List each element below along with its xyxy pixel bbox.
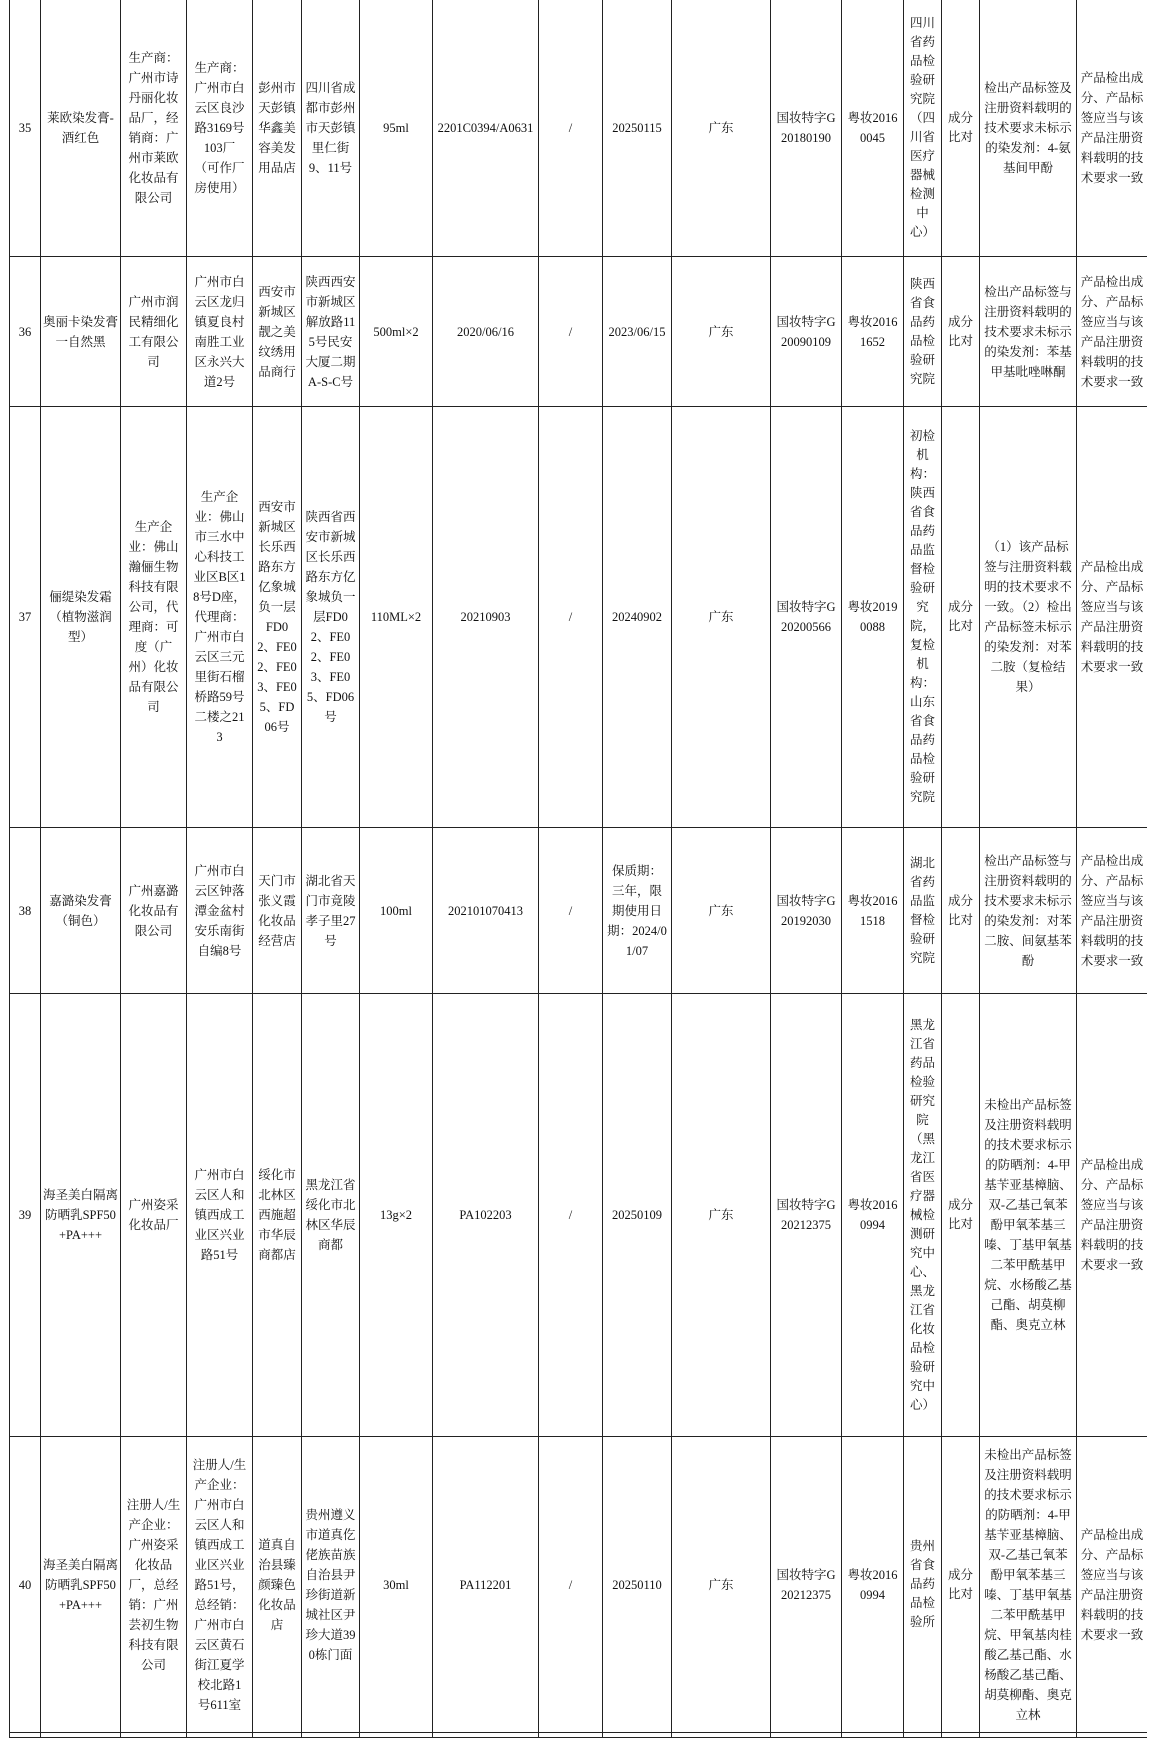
- cell-inspection-item: 成分比对: [942, 0, 980, 257]
- cell-empty: [980, 1733, 1077, 1738]
- cell-special-license: 国妆特字G20192030: [771, 828, 842, 994]
- cell-result: 检出产品标签与注册资料载明的技术要求未标示的染发剂：苯基甲基吡唑啉酮: [980, 257, 1077, 407]
- cell-manufacturer: 广州嘉潞化妆品有限公司: [121, 828, 187, 994]
- cell-disposal: 产品检出成分、产品标签应当与该产品注册资料载明的技术要求一致: [1077, 1437, 1148, 1733]
- cell-manufacturer-address: 广州市白云区人和镇西成工业区兴业路51号: [187, 994, 253, 1437]
- cell-sampled-unit-address: 陕西西安市新城区解放路115号民安大厦二期A-S-C号: [302, 257, 360, 407]
- cell-expiry: 2023/06/15: [603, 257, 672, 407]
- cell-index: 37: [10, 407, 41, 828]
- cell-expiry: 20240902: [603, 407, 672, 828]
- cell-sampled-unit-address: 陕西省西安市新城区长乐西路东方亿象城负一层FD02、FE02、FE03、FE05、FD06号: [302, 407, 360, 828]
- cell-inspection-item: 成分比对: [942, 828, 980, 994]
- cell-product-name: 海圣美白隔离防晒乳SPF50+PA+++: [41, 1437, 121, 1733]
- table-row: [10, 0, 1148, 257]
- cell-production-license: 粤妆20190088: [842, 407, 904, 828]
- cell-batch: 20210903: [433, 407, 539, 828]
- cell-disposal: 产品检出成分、产品标签应当与该产品注册资料载明的技术要求一致: [1077, 828, 1148, 994]
- cell-sampled-unit-address: 黑龙江省绥化市北林区华辰商都: [302, 994, 360, 1437]
- cell-empty: [672, 1733, 771, 1738]
- cell-expiry: 20250115: [603, 0, 672, 257]
- cell-special-license: 国妆特字G20090109: [771, 257, 842, 407]
- table-row: [10, 994, 1148, 1437]
- cell-product-name: 奥丽卡染发膏一自然黑: [41, 257, 121, 407]
- cell-province: 广东: [672, 257, 771, 407]
- cell-disposal: 产品检出成分、产品标签应当与该产品注册资料载明的技术要求一致: [1077, 257, 1148, 407]
- cell-sampled-unit: 道真自治县臻颜臻色化妆品店: [253, 1437, 302, 1733]
- cell-specification: 110ML×2: [360, 407, 433, 828]
- cell-sampled-unit-address: 湖北省天门市竟陵孝子里27号: [302, 828, 360, 994]
- cell-product-name: 海圣美白隔离防晒乳SPF50+PA+++: [41, 994, 121, 1437]
- cell-expiry: 20250109: [603, 994, 672, 1437]
- cell-empty: [603, 1733, 672, 1738]
- cell-specification: 100ml: [360, 828, 433, 994]
- cell-inspection-agency: 四川省药品检验研究院（四川省医疗器械检测中心）: [904, 0, 942, 257]
- cell-specification: 95ml: [360, 0, 433, 257]
- cell-production-license: 粤妆20160994: [842, 1437, 904, 1733]
- cell-sampled-unit: 绥化市北林区西施超市华辰商都店: [253, 994, 302, 1437]
- cell-inspection-item: 成分比对: [942, 1437, 980, 1733]
- cell-sampled-unit: 西安市新城区长乐西路东方亿象城负一层FD02、FE02、FE03、FE05、FD06号: [253, 407, 302, 828]
- cell-expiry: 保质期：三年，限期使用日期：2024/01/07: [603, 828, 672, 994]
- cell-province: 广东: [672, 994, 771, 1437]
- cell-production-license: 粤妆20161518: [842, 828, 904, 994]
- cell-inspection-agency: 贵州省食品药品检验所: [904, 1437, 942, 1733]
- table-row: [10, 1437, 1148, 1733]
- cell-manufacturer-address: 生产商：广州市白云区良沙路3169号103厂（可作厂房使用）: [187, 0, 253, 257]
- cell-empty: [942, 1733, 980, 1738]
- cell-production-license: 粤妆20160994: [842, 994, 904, 1437]
- cell-special-license: 国妆特字G20212375: [771, 994, 842, 1437]
- cell-empty: [771, 1733, 842, 1738]
- cell-disposal: 产品检出成分、产品标签应当与该产品注册资料载明的技术要求一致: [1077, 0, 1148, 257]
- table-row: [10, 407, 1148, 828]
- cell-batch: PA112201: [433, 1437, 539, 1733]
- cell-empty: [539, 1733, 603, 1738]
- cell-trademark: /: [539, 0, 603, 257]
- cell-sampled-unit: 彭州市天彭镇华鑫美容美发用品店: [253, 0, 302, 257]
- cell-province: 广东: [672, 407, 771, 828]
- cell-inspection-item: 成分比对: [942, 257, 980, 407]
- cell-manufacturer-address: 广州市白云区钟落潭金盆村安乐南街自编8号: [187, 828, 253, 994]
- table-row-partial: [10, 1733, 1148, 1738]
- cell-empty: [360, 1733, 433, 1738]
- cell-manufacturer-address: 广州市白云区龙归镇夏良村南胜工业区永兴大道2号: [187, 257, 253, 407]
- cell-result: （1）该产品标签与注册资料载明的技术要求不一致。（2）检出产品标签未标示的染发剂：对苯二胺（复检结果）: [980, 407, 1077, 828]
- cell-index: 36: [10, 257, 41, 407]
- cell-sampled-unit-address: 贵州遵义市道真仡佬族苗族自治县尹珍街道新城社区尹珍大道390栋门面: [302, 1437, 360, 1733]
- cell-batch: 202101070413: [433, 828, 539, 994]
- cell-result: 检出产品标签与注册资料载明的技术要求未标示的染发剂：对苯二胺、间氨基苯酚: [980, 828, 1077, 994]
- cell-special-license: 国妆特字G20200566: [771, 407, 842, 828]
- cell-manufacturer-address: 注册人/生产企业：广州市白云区人和镇西成工业区兴业路51号，总经销：广州市白云区黄石街江夏学校北路1号611室: [187, 1437, 253, 1733]
- cell-specification: 13g×2: [360, 994, 433, 1437]
- cell-manufacturer: 注册人/生产企业：广州姿采化妆品厂，总经销：广州芸初生物科技有限公司: [121, 1437, 187, 1733]
- table-row: [10, 257, 1148, 407]
- cell-product-name: 俪缇染发霜（植物滋润型）: [41, 407, 121, 828]
- cell-batch: PA102203: [433, 994, 539, 1437]
- cell-manufacturer: 生产企业：佛山瀚俪生物科技有限公司，代理商：可度（广州）化妆品有限公司: [121, 407, 187, 828]
- cell-manufacturer: 广州市润民精细化工有限公司: [121, 257, 187, 407]
- cell-index: 35: [10, 0, 41, 257]
- cell-product-name: 莱欧染发膏-酒红色: [41, 0, 121, 257]
- cell-trademark: /: [539, 257, 603, 407]
- cell-result: 检出产品标签及注册资料载明的技术要求未标示的染发剂：4-氨基间甲酚: [980, 0, 1077, 257]
- cell-disposal: 产品检出成分、产品标签应当与该产品注册资料载明的技术要求一致: [1077, 994, 1148, 1437]
- cell-production-license: 粤妆20161652: [842, 257, 904, 407]
- cell-empty: [41, 1733, 121, 1738]
- cell-trademark: /: [539, 828, 603, 994]
- cell-empty: [842, 1733, 904, 1738]
- cell-product-name: 嘉潞染发膏（铜色）: [41, 828, 121, 994]
- cell-sampled-unit-address: 四川省成都市彭州市天彭镇里仁街9、11号: [302, 0, 360, 257]
- cell-index: 40: [10, 1437, 41, 1733]
- cell-empty: [302, 1733, 360, 1738]
- cell-specification: 500ml×2: [360, 257, 433, 407]
- cell-trademark: /: [539, 1437, 603, 1733]
- cell-batch: 2201C0394/A0631: [433, 0, 539, 257]
- document-sheet: [9, 0, 1147, 1739]
- cell-empty: [187, 1733, 253, 1738]
- cell-trademark: /: [539, 994, 603, 1437]
- cell-expiry: 20250110: [603, 1437, 672, 1733]
- cell-result: 未检出产品标签及注册资料载明的技术要求标示的防晒剂：4-甲基苄亚基樟脑、双-乙基己氧苯酚甲氧苯基三嗪、丁基甲氧基二苯甲酰基甲烷、甲氧基肉桂酸乙基己酯、水杨酸乙基己酯、胡莫柳酯、奥克立林: [980, 1437, 1077, 1733]
- cell-sampled-unit: 天门市张义霞化妆品经营店: [253, 828, 302, 994]
- cell-empty: [10, 1733, 41, 1738]
- table-row: [10, 828, 1148, 994]
- cell-sampled-unit: 西安市新城区靓之美纹绣用品商行: [253, 257, 302, 407]
- cell-empty: [121, 1733, 187, 1738]
- cell-result: 未检出产品标签及注册资料载明的技术要求标示的防晒剂：4-甲基苄亚基樟脑、双-乙基己氧苯酚甲氧苯基三嗪、丁基甲氧基二苯甲酰基甲烷、水杨酸乙基己酯、胡莫柳酯、奥克立林: [980, 994, 1077, 1437]
- cell-empty: [433, 1733, 539, 1738]
- cell-inspection-item: 成分比对: [942, 994, 980, 1437]
- cell-province: 广东: [672, 1437, 771, 1733]
- cell-manufacturer-address: 生产企业：佛山市三水中心科技工业区B区18号D座，代理商：广州市白云区三元里街石榴桥路59号二楼之213: [187, 407, 253, 828]
- cell-special-license: 国妆特字G20212375: [771, 1437, 842, 1733]
- cell-province: 广东: [672, 0, 771, 257]
- cell-manufacturer: 生产商：广州市诗丹丽化妆品厂，经销商：广州市莱欧化妆品有限公司: [121, 0, 187, 257]
- cell-disposal: 产品检出成分、产品标签应当与该产品注册资料载明的技术要求一致: [1077, 407, 1148, 828]
- cell-special-license: 国妆特字G20180190: [771, 0, 842, 257]
- cell-manufacturer: 广州姿采化妆品厂: [121, 994, 187, 1437]
- cell-batch: 2020/06/16: [433, 257, 539, 407]
- sampling-results-table: [9, 0, 1147, 1738]
- cell-province: 广东: [672, 828, 771, 994]
- cell-inspection-agency: 陕西省食品药品检验研究院: [904, 257, 942, 407]
- cell-empty: [253, 1733, 302, 1738]
- cell-inspection-agency: 黑龙江省药品检验研究院（黑龙江省医疗器械检测研究中心、黑龙江省化妆品检验研究中心）: [904, 994, 942, 1437]
- cell-index: 38: [10, 828, 41, 994]
- cell-specification: 30ml: [360, 1437, 433, 1733]
- cell-inspection-item: 成分比对: [942, 407, 980, 828]
- cell-production-license: 粤妆20160045: [842, 0, 904, 257]
- cell-inspection-agency: 湖北省药品监督检验研究院: [904, 828, 942, 994]
- cell-empty: [904, 1733, 942, 1738]
- cell-index: 39: [10, 994, 41, 1437]
- cell-inspection-agency: 初检机构：陕西省食品药品监督检验研究院，复检机构：山东省食品药品检验研究院: [904, 407, 942, 828]
- cell-empty: [1077, 1733, 1148, 1738]
- cell-trademark: /: [539, 407, 603, 828]
